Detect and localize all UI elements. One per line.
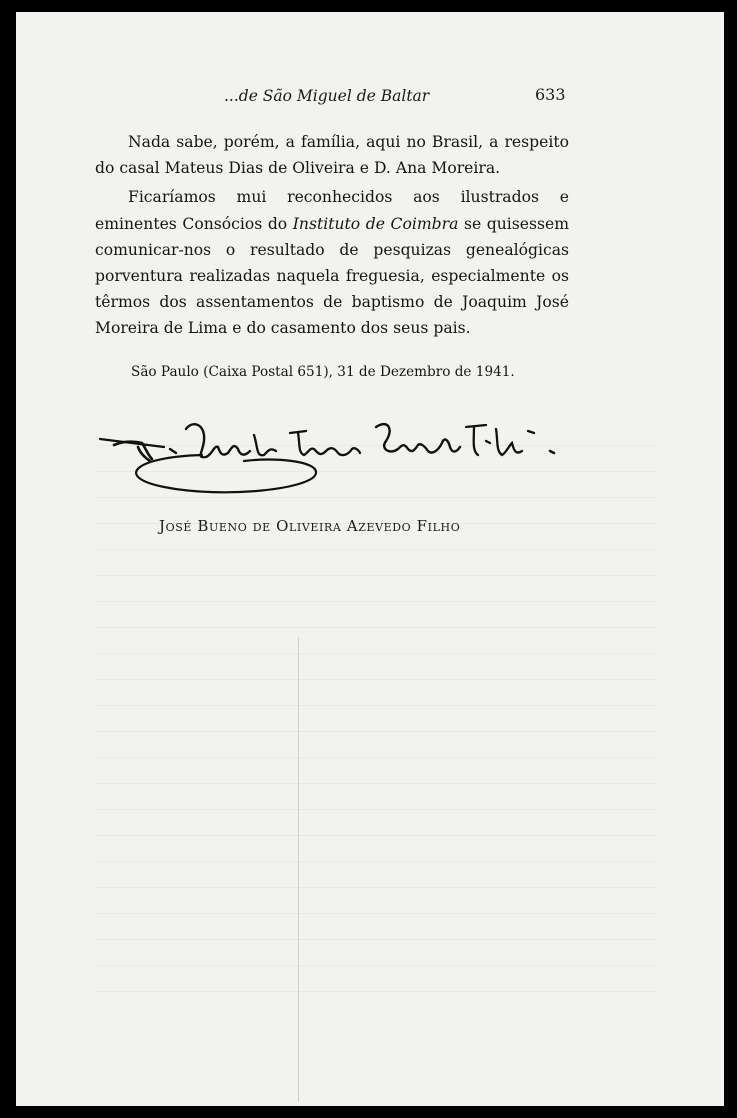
paragraph [95,184,569,341]
institution-name: Instituto de Coimbra [292,214,459,233]
bleed-through-texture [96,432,656,992]
paragraph: Nada sabe, porém, a família, aqui no Brasil, a respeito do casal Mateus Dias de Oliveira e D. Ana Moreira. [95,133,569,178]
running-title: ...de São Miguel de Baltar [224,87,430,105]
paragraph-text: se quisessem comunicar-nos o resultado de pesquizas genealógicas porventura realizadas naquela freguesia, especialmente os têrmos dos assentamentos de baptismo de Joaquim José Moreira de Lima e do casamento dos seus pais. [95,214,570,338]
page-number: 633 [535,85,566,104]
running-header [16,87,724,113]
paragraph-text: Ficaríamos mui reconhecidos aos ilustrados e eminentes Consócios do [95,188,569,233]
body-text [95,129,569,345]
handwritten-signature [94,407,574,507]
dateline: São Paulo (Caixa Postal 651), 31 de Dezembro de 1941. [131,364,515,380]
signatory-name: José Bueno de Oliveira Azevedo Filho [159,517,461,535]
fold-line [298,637,299,1102]
document-page [16,12,724,1106]
